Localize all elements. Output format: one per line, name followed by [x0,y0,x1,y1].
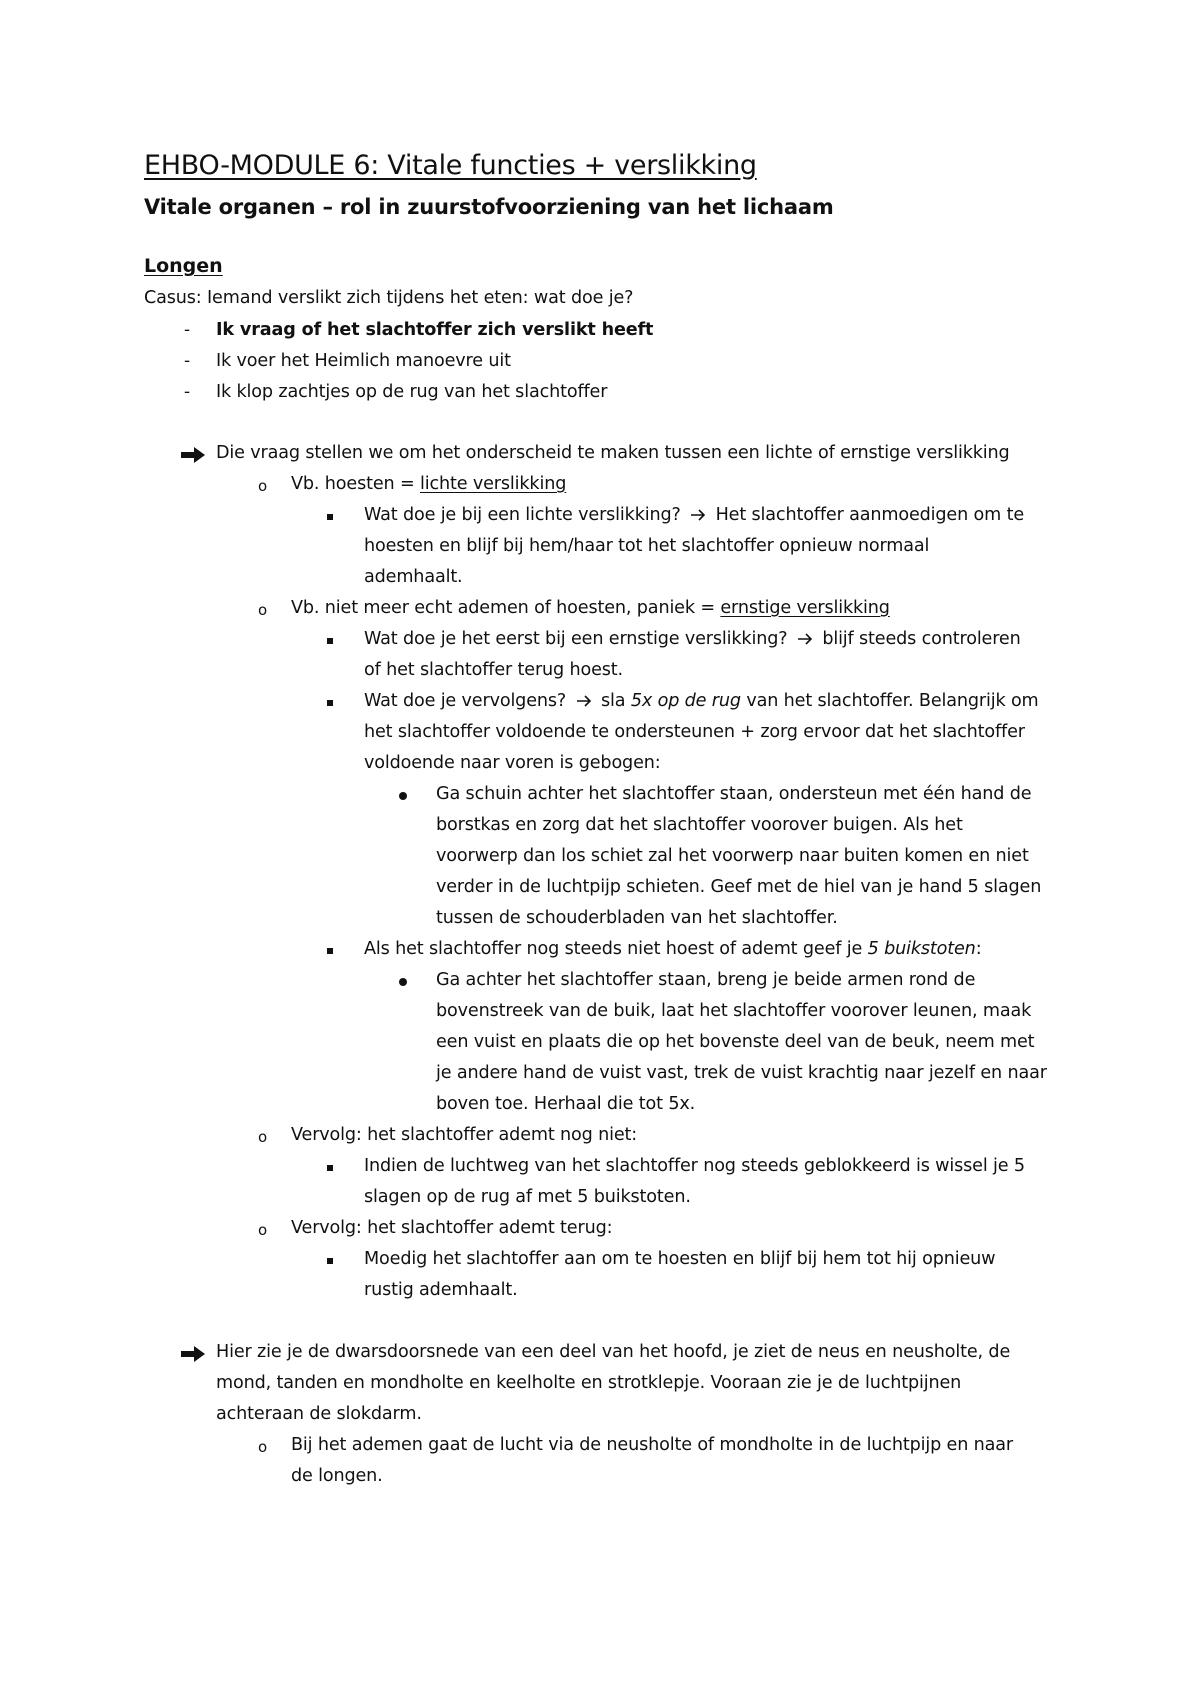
followup-item: Vervolg: het slachtoffer ademt nog niet: [291,1125,638,1145]
round-bullet [399,978,407,986]
section-heading: Longen [144,255,223,277]
detail-line: boven toe. Herhaal die tot 5x. [436,1094,696,1114]
casus-question: Casus: Iemand verslikt zich tijdens het eten: wat doe je? [144,288,634,308]
arrow-bullet-text: achteraan de slokdarm. [216,1404,422,1424]
dash-marker: - [184,320,191,340]
option-item: Ik voer het Heimlich manoevre uit [216,351,511,371]
circle-marker: o [258,601,268,619]
detail-line: Ga schuin achter het slachtoffer staan, ondersteun met één hand de [436,784,1032,804]
square-bullet [327,1165,333,1171]
detail-line: verder in de luchtpijp schieten. Geef met de hiel van je hand 5 slagen [436,877,1042,897]
arrow-right-icon [797,633,813,645]
sub-item-line: Bij het ademen gaat de lucht via de neusholte of mondholte in de luchtpijp en naar [291,1435,1013,1455]
arrow-bullet-text: mond, tanden en mondholte en keelholte en strotklepje. Vooraan zie je de luchtpijnen [216,1373,962,1393]
arrow-bullet-text: Die vraag stellen we om het onderscheid te maken tussen een lichte of ernstige verslikking [216,443,1010,463]
square-bullet [327,514,333,520]
arrow-right-icon [576,695,592,707]
circle-marker: o [258,1128,268,1146]
question-line: Wat doe je bij een lichte verslikking? Het slachtoffer aanmoedigen om te [364,505,1024,525]
detail-line: tussen de schouderbladen van het slachtoffer. [436,908,838,928]
arrow-bullet-text: Hier zie je de dwarsdoorsnede van een deel van het hoofd, je ziet de neus en neusholte, de [216,1342,1011,1362]
detail-line: Ga achter het slachtoffer staan, breng je beide armen rond de [436,970,976,990]
square-bullet [327,1258,333,1264]
square-bullet [327,700,333,706]
option-item: Ik klop zachtjes op de rug van het slachtoffer [216,382,608,402]
page-title: EHBO-MODULE 6: Vitale functies + verslikking [144,150,757,181]
detail-line: een vuist en plaats die op het bovenste deel van de beuk, neem met [436,1032,1035,1052]
circle-marker: o [258,1438,268,1456]
question-line: Als het slachtoffer nog steeds niet hoest of ademt geef je 5 buikstoten: [364,939,982,959]
dash-marker: - [184,351,191,371]
arrow-right-icon [690,509,706,521]
example-item: Vb. hoesten = lichte verslikking [291,474,567,494]
circle-marker: o [258,1221,268,1239]
circle-marker: o [258,477,268,495]
followup-line: slagen op de rug af met 5 buikstoten. [364,1187,691,1207]
detail-line: borstkas en zorg dat het slachtoffer voorover buigen. Als het [436,815,963,835]
example-item: Vb. niet meer echt ademen of hoesten, paniek = ernstige verslikking [291,598,890,618]
detail-line: voorwerp dan los schiet zal het voorwerp naar buiten komen en niet [436,846,1029,866]
question-line: Wat doe je vervolgens? sla 5x op de rug van het slachtoffer. Belangrijk om [364,691,1039,711]
followup-line: Moedig het slachtoffer aan om te hoesten en blijf bij hem tot hij opnieuw [364,1249,996,1269]
arrow-right-icon [180,1345,206,1363]
followup-item: Vervolg: het slachtoffer ademt terug: [291,1218,613,1238]
square-bullet [327,638,333,644]
square-bullet [327,948,333,954]
arrow-right-icon [180,446,206,464]
sub-item-line: de longen. [291,1466,383,1486]
question-line: hoesten en blijf bij hem/haar tot het slachtoffer opnieuw normaal [364,536,930,556]
question-line: het slachtoffer voldoende te ondersteunen + zorg ervoor dat het slachtoffer [364,722,1025,742]
term-ernstige-verslikking: ernstige verslikking [720,598,890,618]
term-lichte-verslikking: lichte verslikking [420,474,567,494]
question-line: voldoende naar voren is gebogen: [364,753,661,773]
followup-line: Indien de luchtweg van het slachtoffer nog steeds geblokkeerd is wissel je 5 [364,1156,1025,1176]
round-bullet [399,792,407,800]
option-item: Ik vraag of het slachtoffer zich verslikt heeft [216,320,654,340]
detail-line: bovenstreek van de buik, laat het slachtoffer voorover leunen, maak [436,1001,1032,1021]
question-line: Wat doe je het eerst bij een ernstige verslikking? blijf steeds controleren [364,629,1021,649]
question-line: ademhaalt. [364,567,463,587]
page-subtitle: Vitale organen – rol in zuurstofvoorziening van het lichaam [144,195,834,219]
detail-line: je andere hand de vuist vast, trek de vuist krachtig naar jezelf en naar [436,1063,1047,1083]
question-line: of het slachtoffer terug hoest. [364,660,623,680]
dash-marker: - [184,382,191,402]
followup-line: rustig ademhaalt. [364,1280,518,1300]
